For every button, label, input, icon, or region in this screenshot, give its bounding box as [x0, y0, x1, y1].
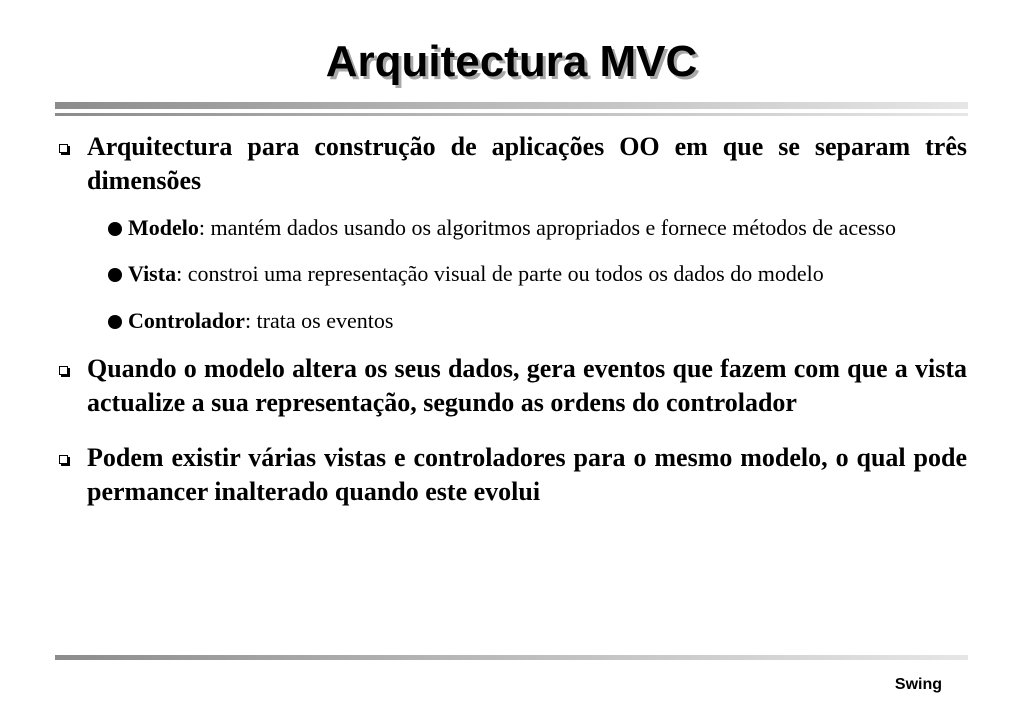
bullet-multiple-views: [55, 441, 967, 509]
title-divider-thin: [55, 113, 968, 116]
bullet-architecture: [55, 130, 967, 198]
round-bullet-icon: [108, 222, 122, 236]
bullet-text: Quando o modelo altera os seus dados, gera eventos que fazem com que a vista actualize a sua representação, segundo as ordens do controlador: [87, 354, 967, 417]
sub-bullet-modelo: [55, 212, 967, 244]
footer-label: Swing: [894, 676, 942, 693]
title-divider-thick: [55, 102, 968, 109]
sub-bullet-text: : trata os eventos: [244, 308, 394, 333]
square-bullet-icon: [59, 144, 68, 153]
bullet-model-events: [55, 352, 967, 420]
slide-content: [55, 130, 967, 509]
bullet-text: Arquitectura para construção de aplicações OO em que se separam três dimensões: [87, 132, 967, 195]
sub-bullet-term: Controlador: [128, 308, 245, 333]
sub-bullet-term: Modelo: [128, 215, 199, 240]
sub-bullet-vista: [55, 258, 967, 290]
footer-divider: [55, 655, 968, 660]
square-bullet-icon: [59, 455, 68, 464]
bullet-text: Podem existir várias vistas e controladores para o mesmo modelo, o qual pode permancer inalterado quando este evolui: [87, 443, 967, 506]
sub-bullet-controlador: [55, 305, 967, 337]
sub-bullet-text: : mantém dados usando os algoritmos apropriados e fornece métodos de acesso: [198, 215, 896, 240]
sub-bullet-text: : constroi uma representação visual de parte ou todos os dados do modelo: [176, 261, 824, 286]
square-bullet-icon: [59, 366, 68, 375]
round-bullet-icon: [108, 315, 122, 329]
slide-title: Arquitectura MVC: [325, 37, 698, 86]
round-bullet-icon: [108, 268, 122, 282]
sub-bullet-term: Vista: [128, 261, 177, 286]
